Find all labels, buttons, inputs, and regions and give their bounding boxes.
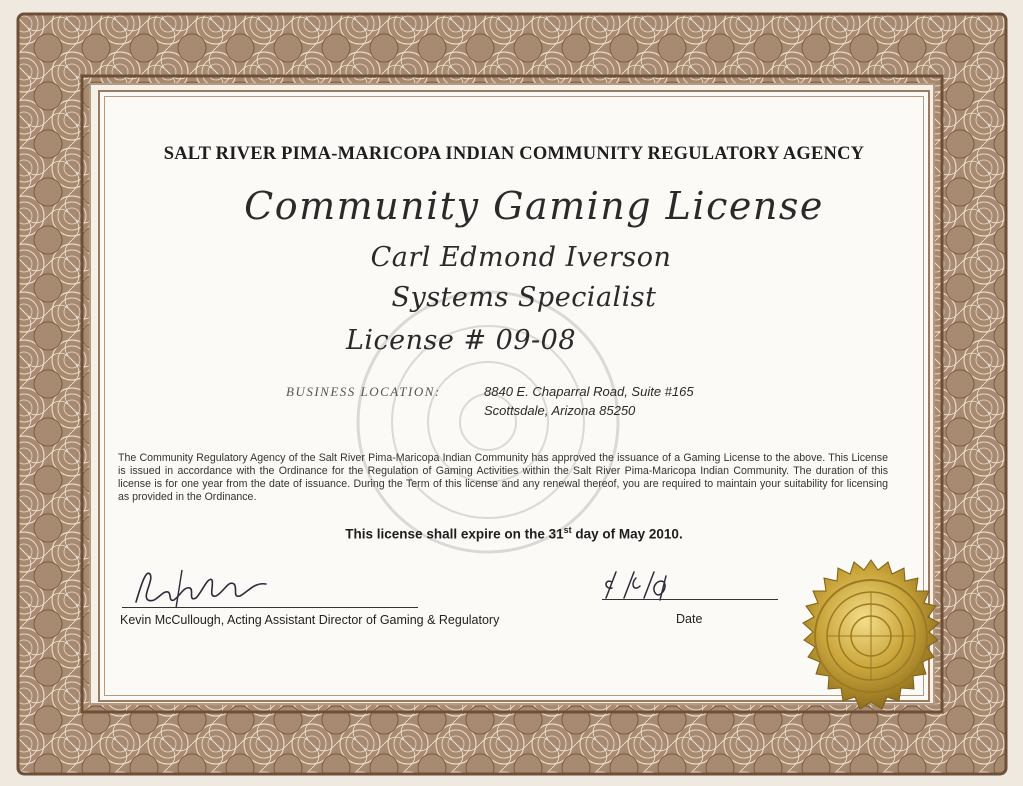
address-line-2: Scottsdale, Arizona 85250: [484, 403, 636, 418]
signature-line: [122, 607, 418, 608]
date-label: Date: [676, 612, 703, 626]
license-number: License # 09-08: [345, 325, 576, 356]
watermark-emblem: [348, 282, 628, 562]
business-address: [484, 382, 694, 420]
gold-seal: [786, 558, 956, 718]
signatory-caption: Kevin McCullough, Acting Assistant Director of Gaming & Regulatory: [120, 613, 500, 627]
handwritten-date: [600, 568, 680, 602]
business-location-label: BUSINESS LOCATION:: [286, 384, 441, 399]
holder-position: Systems Specialist: [391, 282, 657, 313]
expire-prefix: This license shall expire on the 31: [345, 526, 564, 542]
certificate-title: Community Gaming License: [244, 184, 824, 228]
handwritten-signature: [128, 562, 278, 612]
license-statement: The Community Regulatory Agency of the Salt River Pima-Maricopa Indian Community has approved the issuance of a Gaming License to the above. This License is issued in accordance with the Ordinance for the Regulation of Gaming Activities within the Salt River Pima-Maricopa Indian Community. The duration of this license is for one year from the date of issuance. During the Term of this license and any renewal thereof, you are required to maintain your suitability for licensing as provided in the Ordinance.: [118, 452, 888, 503]
holder-name: Carl Edmond Iverson: [370, 242, 672, 273]
address-line-1: 8840 E. Chaparral Road, Suite #165: [484, 384, 694, 399]
expire-suffix: day of May 2010.: [571, 526, 683, 542]
expire-ordinal: st: [563, 525, 572, 535]
expiration-statement: [100, 525, 928, 542]
agency-heading: SALT RIVER PIMA-MARICOPA INDIAN COMMUNITY REGULATORY AGENCY: [163, 144, 865, 164]
date-line: [602, 599, 778, 600]
